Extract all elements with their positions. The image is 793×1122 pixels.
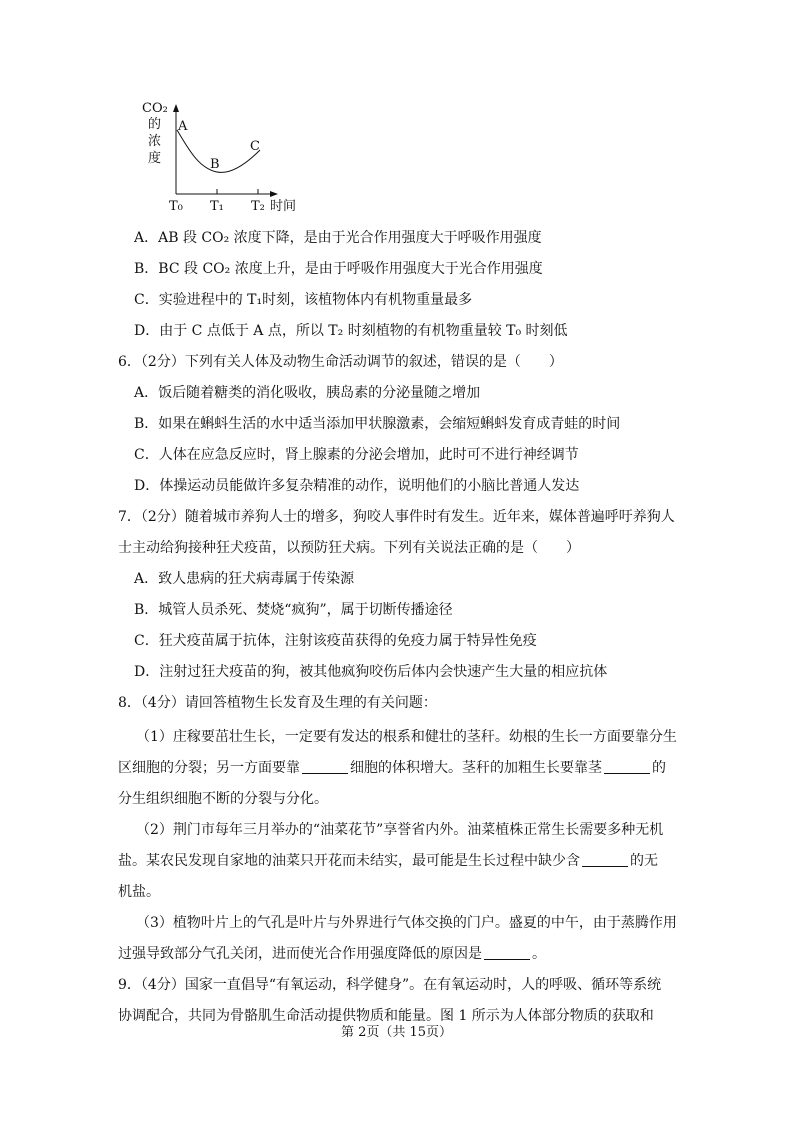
q9-stem-line-2: 协调配合，共同为骨骼肌生命活动提供物质和能量。图 1 所示为人体部分物质的获取和 <box>118 1008 654 1024</box>
answer-blank-3[interactable] <box>582 852 628 867</box>
q8-part2-line-2 <box>118 851 658 871</box>
q8-part3-line-2 <box>118 944 546 964</box>
q8-part1-line-3: 分生组织细胞不断的分裂与分化。 <box>118 791 328 807</box>
q6-option-d: D．体操运动员能做许多复杂精准的动作，说明他们的小脑比普通人发达 <box>134 478 580 494</box>
q8-stem: 8．（4分）请回答植物生长发育及生理的有关问题： <box>118 695 437 711</box>
q8-part1-text-b: 细胞的体积增大。茎秆的加粗生长要靠茎 <box>350 760 602 776</box>
tick-label-t1: T₁ <box>210 199 224 214</box>
q9-stem-line-1: 9．（4分）国家一直倡导“有氧运动，科学健身”。在有氧运动时，人的呼吸、循环等系统 <box>118 977 662 993</box>
y-axis-arrow <box>173 104 179 112</box>
y-label-line-4: 度 <box>148 151 162 166</box>
answer-blank-4[interactable] <box>484 945 530 960</box>
y-label-line-1: CO₂ <box>142 101 168 116</box>
q8-part2-text-b: 的无 <box>630 853 658 869</box>
answer-blank-2[interactable] <box>604 759 650 774</box>
q8-part2-line-3: 机盐。 <box>118 884 160 900</box>
point-b-label: B <box>210 157 220 172</box>
co2-concentration-graph <box>140 96 310 220</box>
x-axis-arrow <box>270 191 278 197</box>
q8-part1-line-1: （1）庄稼要茁壮生长，一定要有发达的根系和健壮的茎秆。幼根的生长一方面要靠分生 <box>136 729 677 745</box>
q8-part3-line-1: （3）植物叶片上的气孔是叶片与外界进行气体交换的门户。盛夏的中午，由于蒸腾作用 <box>136 915 677 931</box>
q5-option-d: D．由于 C 点低于 A 点，所以 T₂ 时刻植物的有机物重量较 T₀ 时刻低 <box>134 323 568 339</box>
y-label-line-3: 浓 <box>148 134 162 149</box>
q8-part1-text-c: 的 <box>652 760 666 776</box>
q8-part3-text-b: 。 <box>532 946 546 962</box>
q5-option-a: A．AB 段 CO₂ 浓度下降，是由于光合作用强度大于呼吸作用强度 <box>134 230 542 246</box>
x-axis-label: 时间 <box>270 199 297 214</box>
tick-label-t2: T₂ <box>251 199 265 214</box>
q8-part2-text-a: 盐。某农民发现自家地的油菜只开花而未结实，最可能是生长过程中缺少含 <box>118 853 580 869</box>
page-footer: 第 2页（共 15页） <box>340 1025 453 1040</box>
q6-stem: 6．（2分）下列有关人体及动物生命活动调节的叙述，错误的是（ ） <box>118 354 563 370</box>
q8-part1-line-2 <box>118 758 666 778</box>
q6-option-a: A．饭后随着糖类的消化吸收，胰岛素的分泌量随之增加 <box>134 385 481 401</box>
q8-part2-line-1: （2）荆门市每年三月举办的“油菜花节”享誉省内外。油菜植株正常生长需要多种无机 <box>136 822 664 838</box>
q6-option-b: B．如果在蝌蚪生活的水中适当添加甲状腺激素，会缩短蝌蚪发育成青蛙的时间 <box>134 416 621 432</box>
q8-part1-text-a: 区细胞的分裂；另一方面要靠 <box>118 760 300 776</box>
q7-option-a: A．致人患病的狂犬病毒属于传染源 <box>134 571 355 587</box>
q8-part3-text-a: 过强导致部分气孔关闭，进而使光合作用强度降低的原因是 <box>118 946 482 962</box>
point-c-label: C <box>250 139 260 154</box>
q5-option-b: B．BC 段 CO₂ 浓度上升，是由于呼吸作用强度大于光合作用强度 <box>134 261 543 277</box>
answer-blank-1[interactable] <box>302 759 348 774</box>
q7-option-c: C．狂犬疫苗属于抗体，注射该疫苗获得的免疫力属于特异性免疫 <box>134 633 537 649</box>
q7-stem-line-1: 7．（2分）随着城市养狗人士的增多，狗咬人事件时有发生。近年来，媒体普遍呼吁养狗人 <box>118 509 675 525</box>
tick-label-t0: T₀ <box>169 199 183 214</box>
q7-option-b: B．城管人员杀死、焚烧“疯狗”，属于切断传播途径 <box>134 602 453 618</box>
y-label-line-2: 的 <box>148 117 162 132</box>
q6-option-c: C．人体在应急反应时，肾上腺素的分泌会增加，此时可不进行神经调节 <box>134 447 579 463</box>
q7-option-d: D．注射过狂犬疫苗的狗，被其他疯狗咬伤后体内会快速产生大量的相应抗体 <box>134 664 608 680</box>
point-a-label: A <box>178 119 188 134</box>
q5-option-c: C．实验进程中的 T₁时刻，该植物体内有机物重量最多 <box>134 292 473 308</box>
q7-stem-line-2: 士主动给狗接种狂犬疫苗，以预防狂犬病。下列有关说法正确的是（ ） <box>118 540 580 556</box>
